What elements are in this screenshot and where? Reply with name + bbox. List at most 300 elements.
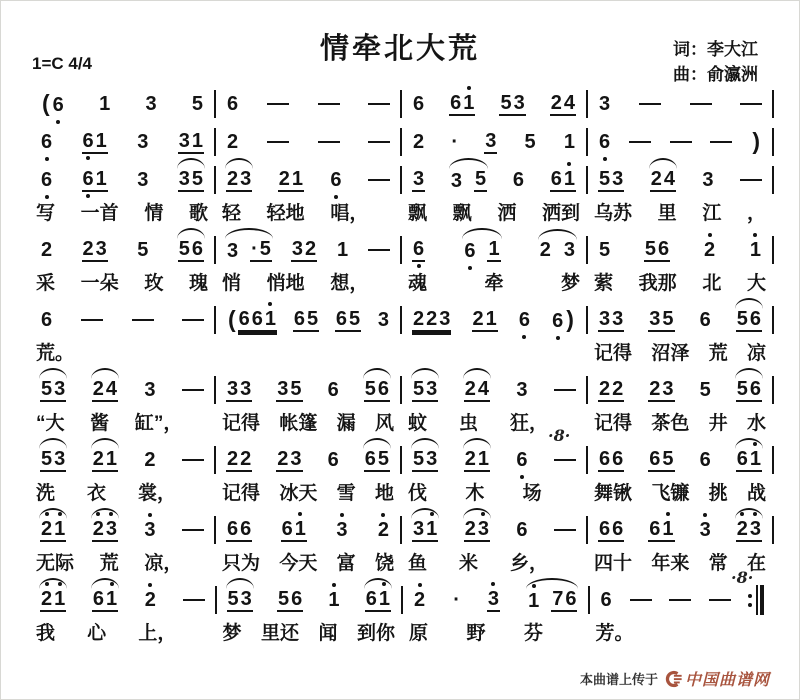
octave-dot-above [96,512,100,516]
note-row [217,582,402,618]
note-digit: 3 [485,129,497,152]
measure [30,124,214,160]
note-digit: 6 [40,132,53,153]
note-digit: 5 [41,447,53,470]
note-digit: 3 [144,378,156,401]
lyric-row [216,408,400,434]
note-token [327,590,340,611]
slur-arc [463,368,491,379]
note-digit: 3 [702,168,714,191]
note-digit: 3 [413,167,425,190]
duration-dash [554,529,576,532]
note-token [413,590,426,611]
note-digit: 1 [264,309,277,332]
measure [216,302,400,364]
note-digit: 6 [281,517,293,540]
lyric-row [216,548,400,574]
parenthesis: ) [566,306,574,332]
note-token [598,132,611,153]
note-token [276,449,302,472]
note-row [588,442,772,478]
lyric-syllable: 茶色 [651,413,690,434]
duration-dash [740,179,762,182]
measure [588,124,772,160]
measure [402,86,586,122]
note-token [92,519,118,542]
note-digit: 3 [54,447,66,470]
octave-dot-below [556,336,560,340]
octave-dot-above [491,582,495,586]
note-digit: 5 [306,307,319,330]
lyric-syllable: 魂 [408,273,428,294]
lyric-syllable: 帐篷 [279,413,318,434]
note-token [377,520,390,541]
measure [30,442,214,504]
measure [402,232,586,294]
note-digit: 5 [500,91,512,114]
note-digit: 2 [464,447,476,470]
note-digit: 2 [736,519,749,542]
note-digit: 2 [612,377,624,400]
note-digit: 1 [527,591,540,612]
note-token [598,94,611,115]
note-digit: 5 [475,167,487,190]
lyric-syllable: 凉， [144,553,183,574]
note-token [136,240,149,261]
note-digit: 3 [137,130,149,153]
note-row [590,582,775,618]
note-digit: 5 [662,307,674,330]
note-digit: 6 [550,167,562,190]
lyric-syllable: 饶 [374,553,394,574]
note-digit: 3 [513,91,525,114]
note-digit: 2 [650,167,662,190]
site-name: 中国曲谱网 [684,672,770,689]
lyric-syllable: 洒 [497,203,517,224]
note-token [736,379,762,402]
octave-dot-above [753,442,757,446]
lyric-syllable: 野 [466,623,486,644]
lyric-syllable: 写 [36,203,56,224]
lyric-syllable: “大 [36,413,65,434]
note-digit: 2 [278,167,290,190]
note-digit: 6 [599,447,611,470]
octave-dot-above [332,583,336,587]
lyric-syllable: 在 [746,553,766,574]
note-token [412,169,425,192]
note-token [499,93,525,116]
lyric-syllable: 狂， [510,413,549,434]
lyric-syllable: 记得 [594,343,633,364]
note-token [484,131,497,154]
note-row [403,582,588,618]
slur-arc [39,578,67,589]
note-row [216,86,400,122]
note-token [226,308,277,332]
octave-dot-below [56,120,60,124]
octave-dot-above [110,582,114,586]
measure [402,302,586,364]
note-digit: 4 [663,167,675,190]
note-token [136,170,149,191]
note-digit: 2 [550,91,562,114]
note-digit [540,591,551,612]
note-token [463,239,500,262]
measure [590,582,775,644]
note-digit: 5 [736,377,748,400]
slur-arc [39,368,67,379]
note-token [518,310,531,331]
note-digit [239,241,250,262]
note-digit: 2 [277,447,289,470]
note-digit: 2 [539,238,551,261]
note-token [226,169,252,192]
note-token [412,449,438,472]
note-digit: 6 [516,518,528,541]
upload-note: 本曲谱上传于 [579,672,658,687]
note-digit: 2 [227,130,239,153]
note-digit: 2 [703,240,716,261]
octave-dot-above [740,512,744,516]
note-token [92,449,118,472]
note-digit: 2 [377,520,390,541]
note-token [327,450,340,471]
lyric-row [402,548,586,574]
lyric-syllable: 无际 [36,553,75,574]
duration-dash [368,103,390,106]
lyric-syllable: 采 [36,273,56,294]
lyric-syllable: 梦 [222,623,242,644]
note-digit: 3 [227,239,239,262]
note-digit [476,241,487,262]
lyric-syllable: 雪 [336,483,356,504]
note-token [178,169,204,192]
note-digit: 6 [41,308,53,331]
note-token [293,309,319,332]
note-digit: 3 [487,589,500,612]
note-digit: 3 [178,129,190,152]
lyric-row [30,618,215,644]
note-row [588,162,772,198]
lyric-syllable: 井 [708,413,728,434]
note-row [402,124,586,160]
lyric-row [216,478,400,504]
slur-arc [538,229,577,240]
note-token [699,380,712,401]
note-token [143,380,156,401]
note-digit: 3 [240,587,252,610]
note-digit: 1 [563,130,575,153]
note-token [144,590,157,611]
note-row [216,512,400,548]
lyric-syllable: 富 [336,553,356,574]
note-digit: 6 [82,131,95,154]
lyric-syllable: 漏 [336,413,356,434]
measure [30,86,214,122]
lyric-row [588,478,772,504]
note-digit: 3 [227,377,239,400]
note-digit: 5 [259,237,271,260]
octave-dot-above [753,512,757,516]
note-digit: 2 [426,307,438,330]
note-token [40,170,53,191]
note-token [412,309,451,332]
composer-credit: 曲：俞瀛洲 [673,64,758,84]
note-token [648,309,674,332]
note-row [588,302,772,338]
note-digit: 6 [365,587,377,610]
lyric-row [588,408,772,434]
note-digit: 2 [40,589,53,612]
note-token [329,170,342,191]
lyric-syllable: 四十 [594,553,633,574]
note-digit: 5 [191,167,203,190]
lyric-syllable: 梦 [560,273,580,294]
note-digit: 5 [644,237,657,260]
note-token [648,519,674,542]
note-digit: 1 [291,167,303,190]
note-digit: 5 [736,307,748,330]
note-digit: 6 [518,310,531,331]
note-token [40,132,53,153]
octave-dot-above [58,512,62,516]
note-digit: 6 [293,307,305,330]
note-token [226,379,252,402]
lyric-row [402,268,586,294]
note-token [291,239,317,262]
lyric-syllable: 记得 [222,413,261,434]
note-digit: 1 [105,447,117,470]
lyric-syllable: 轻 [222,203,242,224]
slur-arc [411,508,439,519]
note-token [412,379,438,402]
duration-dash [368,179,390,182]
note-digit: 5 [524,130,536,153]
lyric-syllable: 一首 [80,203,119,224]
lyric-syllable: 我 [36,623,56,644]
note-digit: 6 [335,307,347,330]
slur-arc [91,368,119,379]
note-token [412,239,425,262]
note-digit: 6 [612,447,624,470]
lyric-row [588,198,772,224]
note-digit: 6 [240,517,252,540]
lyric-syllable: 里 [657,203,677,224]
slur-arc [735,368,763,379]
octave-dot-above [340,513,344,517]
lyric-row [403,618,588,644]
lyric-syllable: 歌 [188,203,208,224]
duration-dash [182,319,204,322]
lyric-syllable: 里还 [260,623,299,644]
measure [30,512,214,574]
music-system [30,86,774,122]
note-token [92,379,118,402]
parenthesis: ( [228,306,236,332]
key-signature: 1=C 4/4 [32,54,93,73]
slur-arc [39,508,67,519]
note-token [515,380,528,401]
octave-dot-above [381,513,385,517]
lyric-row [588,268,772,294]
lyric-syllable: 沼泽 [651,343,690,364]
note-digit: 3 [649,307,661,330]
octave-dot-above [148,583,152,587]
note-row [402,302,586,338]
lyric-syllable: 飘 [408,203,428,224]
note-digit: 1 [462,93,475,116]
lyric-syllable: 我那 [638,273,677,294]
note-digit: 2 [92,447,104,470]
barline [772,90,774,118]
lyric-syllable: 江 [702,203,722,224]
slur-arc [735,298,763,309]
lyricist-credit: 词：李大江 [673,40,758,59]
duration-dash [709,599,731,602]
parenthesis: ( [42,90,50,116]
lyric-syllable: 一朵 [80,273,119,294]
note-token [527,589,577,612]
note-digit: 6 [649,447,661,470]
note-digit: 1 [749,240,762,261]
barline [772,446,774,474]
note-token [226,94,239,115]
note-digit: 6 [649,517,661,540]
octave-dot-above [58,582,62,586]
duration-dash [81,319,103,322]
note-digit: 2 [227,447,239,470]
duration-dash [710,141,732,144]
barline [772,306,774,334]
note-digit: 6 [515,450,528,471]
note-row [402,372,586,408]
note-token [92,589,118,612]
note-token [278,169,304,192]
note-digit: 2 [40,519,53,542]
slur-arc [463,438,491,449]
duration-dash [639,103,661,106]
measure [588,372,772,434]
lyric-syllable: 闻 [318,623,338,644]
note-token [550,169,576,192]
note-token [648,379,674,402]
lyric-syllable: 酱 [90,413,110,434]
lyric-row [30,338,214,364]
lyric-syllable: 唱， [330,203,369,224]
note-token [82,239,108,262]
note-row [588,124,772,160]
note-digit: 5 [277,587,290,610]
note-digit: · [251,237,258,260]
note-row [216,162,400,198]
note-token [226,239,272,262]
note-digit: 6 [327,448,339,471]
note-digit: 3 [143,520,156,541]
site-logo-icon [664,670,682,688]
note-token [512,170,525,191]
note-digit: 3 [95,237,107,260]
note-token [40,519,66,542]
note-row [30,232,214,268]
note-digit: 3 [426,447,438,470]
note-digit: 6 [463,241,476,262]
duration-dash [267,103,289,106]
lyric-syllable: 今天 [279,553,318,574]
measure [216,232,400,294]
note-digit: 1 [53,519,66,542]
note-digit: 2 [413,590,426,611]
duration-dash [554,459,576,462]
lyric-syllable: 凉 [746,343,766,364]
note-token [598,379,624,402]
slur-arc [177,228,205,239]
lyric-syllable: 上， [138,623,177,644]
note-token [648,449,674,472]
note-digit: 3 [516,378,528,401]
song-title: 情牵北大荒 [319,33,480,65]
lyric-row [402,338,586,364]
lyric-syllable: 缸”， [134,413,183,434]
note-digit: 6 [238,308,250,330]
slur-arc [411,438,439,449]
note-digit: 7 [552,587,564,610]
duration-dash [690,103,712,106]
lyric-syllable: 鱼 [408,553,428,574]
octave-dot-below [417,264,421,268]
note-digit: 6 [736,447,748,470]
duration-dash [740,103,762,106]
note-token [464,449,490,472]
note-digit: 4 [477,377,489,400]
octave-dot-above [481,512,485,516]
note-token [335,309,361,332]
octave-dot-above [45,582,49,586]
measure [216,512,400,574]
note-token [40,589,66,612]
note-digit: 3 [335,520,348,541]
note-token [178,239,204,262]
note-token [487,589,500,612]
note-token [40,310,53,331]
octave-dot-above [148,513,152,517]
note-row [30,442,214,478]
note-digit: 6 [598,132,611,153]
duration-dash [182,459,204,462]
note-digit: 1 [749,449,762,472]
note-token [450,169,487,192]
page-mark: ·8· [548,426,571,445]
duration-dash [183,599,205,602]
lyric-syllable: 玫 [144,273,164,294]
measure [588,162,772,224]
music-system [30,582,774,644]
lyric-syllable: 舞锹 [594,483,633,504]
lyric-syllable: 大 [746,273,766,294]
note-row [588,86,772,122]
lyric-syllable: 水 [746,413,766,434]
note-digit: 1 [485,307,497,330]
note-row [216,372,400,408]
note-digit: 3 [599,307,611,330]
lyric-row [30,268,214,294]
note-token [276,379,302,402]
lyric-syllable: 常 [708,553,728,574]
note-row [30,124,214,160]
note-token [226,132,239,153]
note-digit: 5 [413,447,425,470]
lyric-syllable: 年来 [651,553,690,574]
note-digit: 1 [53,589,66,612]
